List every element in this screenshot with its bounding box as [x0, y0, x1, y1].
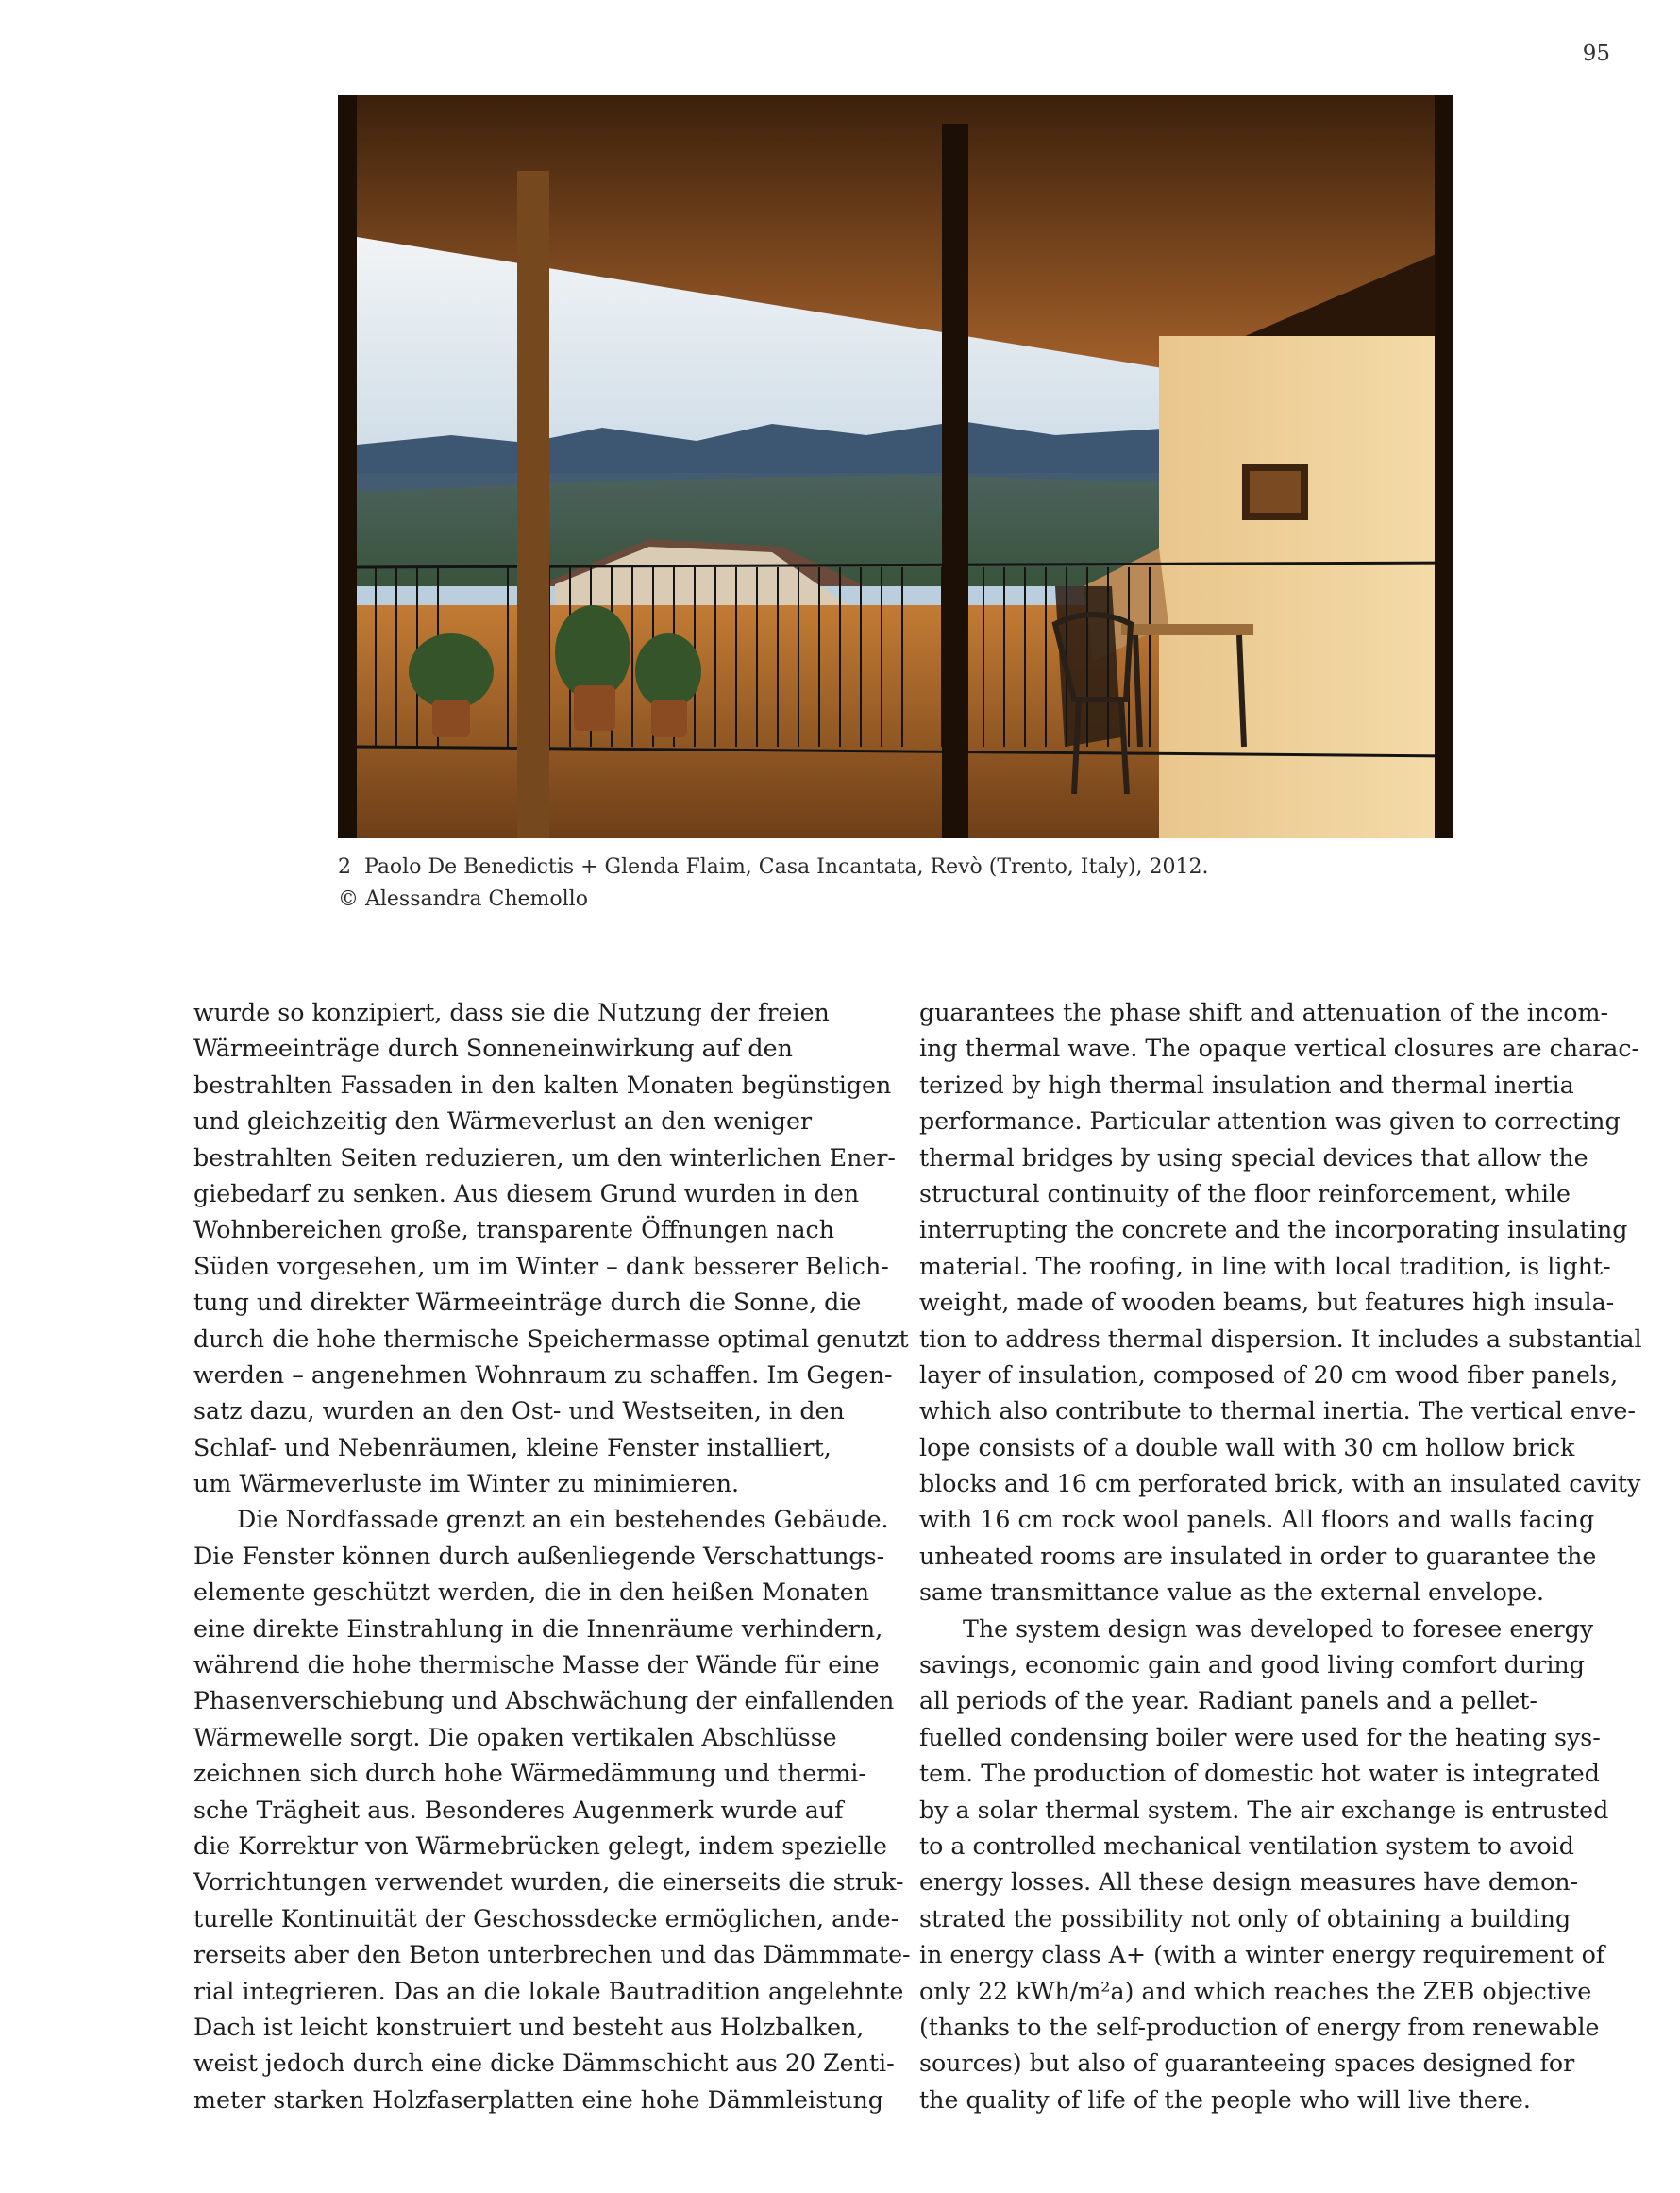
- column-right-english: [919, 995, 1642, 2118]
- page-number: 95: [1582, 42, 1610, 66]
- text-line: ing thermal wave. The opaque vertical closures are charac-: [919, 1035, 1640, 1063]
- text-line: Phasenverschiebung und Abschwächung der einfallenden: [193, 1687, 895, 1715]
- text-line: performance. Particular attention was given to correcting: [919, 1107, 1621, 1136]
- text-line: guarantees the phase shift and attenuation of the incom-: [919, 999, 1609, 1026]
- caption-line: [338, 852, 1470, 884]
- text-line: tung und direkter Wärmeeinträge durch die Sonne, die: [193, 1289, 862, 1317]
- column-left-german: [193, 995, 911, 2118]
- text-line: zeichnen sich durch hohe Wärmedämmung und thermi-: [193, 1760, 866, 1788]
- text-line: um Wärmeverluste im Winter zu minimieren.: [193, 1470, 740, 1498]
- text-line: Wärmeeinträge durch Sonneneinwirkung auf den: [193, 1035, 793, 1063]
- text-line: Die Nordfassade grenzt an ein bestehendes Gebäude.: [237, 1506, 889, 1534]
- text-line: rerseits aber den Beton unterbrechen und das Dämmmate-: [193, 1941, 911, 1969]
- text-line: savings, economic gain and good living comfort during: [919, 1651, 1585, 1679]
- text-line: by a solar thermal system. The air exchange is entrusted: [919, 1796, 1609, 1824]
- text-line: turelle Kontinuität der Geschossdecke ermöglichen, ande-: [193, 1904, 899, 1932]
- text-line: weight, made of wooden beams, but features high insula-: [919, 1289, 1615, 1317]
- text-line: giebedarf zu senken. Aus diesem Grund wurden in den: [193, 1179, 860, 1207]
- text-line: durch die hohe thermische Speichermasse optimal genutzt: [193, 1324, 909, 1353]
- text-line: unheated rooms are insulated in order to guarantee the: [919, 1542, 1597, 1570]
- text-line: Süden vorgesehen, um im Winter – dank besserer Belich-: [193, 1252, 889, 1280]
- text-line: die Korrektur von Wärmebrücken gelegt, indem spezielle: [193, 1831, 887, 1860]
- text-line: lope consists of a double wall with 30 cm hollow brick: [919, 1433, 1575, 1461]
- text-line: während die hohe thermische Masse der Wände für eine: [193, 1651, 880, 1679]
- text-line: blocks and 16 cm perforated brick, with an insulated cavity: [919, 1470, 1641, 1498]
- text-line: same transmittance value as the external envelope.: [919, 1578, 1545, 1607]
- text-line: fuelled condensing boiler were used for the heating sys-: [919, 1723, 1601, 1751]
- text-line: which also contribute to thermal inertia. The vertical enve-: [919, 1397, 1636, 1425]
- text-line: all periods of the year. Radiant panels and a pellet-: [919, 1687, 1537, 1715]
- figure-caption: [338, 852, 1470, 916]
- text-line: werden – angenehmen Wohnraum zu schaffen. Im Gegen-: [193, 1360, 893, 1389]
- text-line: The system design was developed to foresee energy: [963, 1614, 1594, 1643]
- text-line: meter starken Holzfaserplatten eine hohe Dämmleistung: [193, 2085, 883, 2114]
- text-line: und gleichzeitig den Wärmeverlust an den weniger: [193, 1107, 813, 1136]
- text-line: terized by high thermal insulation and thermal inertia: [919, 1071, 1574, 1099]
- text-line: only 22 kWh/m²a) and which reaches the ZEB objective: [919, 1977, 1592, 2005]
- balcony-photo-image: [338, 95, 1453, 838]
- text-line: structural continuity of the floor reinforcement, while: [919, 1179, 1571, 1207]
- text-line: Vorrichtungen verwendet wurden, die einerseits die struk-: [193, 1868, 904, 1897]
- text-line: Wärmewelle sorgt. Die opaken vertikalen Abschlüsse: [193, 1723, 837, 1751]
- figure-photo: [338, 95, 1453, 838]
- text-line: interrupting the concrete and the incorporating insulating: [919, 1216, 1628, 1244]
- text-line: energy losses. All these design measures have demon-: [919, 1868, 1579, 1897]
- text-line: thermal bridges by using special devices that allow the: [919, 1143, 1588, 1172]
- text-line: wurde so konzipiert, dass sie die Nutzung der freien: [193, 999, 830, 1026]
- text-line: tem. The production of domestic hot water is integrated: [919, 1760, 1600, 1788]
- text-line: sche Trägheit aus. Besonderes Augenmerk wurde auf: [193, 1796, 844, 1824]
- photo-credit: © Alessandra Chemollo: [338, 887, 588, 911]
- text-line: material. The roofing, in line with local tradition, is light-: [919, 1252, 1611, 1280]
- text-line: bestrahlten Seiten reduzieren, um den winterlichen Ener-: [193, 1143, 896, 1172]
- caption-text: Paolo De Benedictis + Glenda Flaim, Casa Incantata, Revò (Trento, Italy), 2012.: [364, 855, 1209, 879]
- text-line: (thanks to the self-production of energy from renewable: [919, 2013, 1600, 2041]
- text-line: the quality of life of the people who will live there.: [919, 2085, 1531, 2114]
- text-line: Wohnbereichen große, transparente Öffnungen nach: [193, 1216, 834, 1244]
- text-line: weist jedoch durch eine dicke Dämmschicht aus 20 Zenti-: [193, 2050, 895, 2078]
- text-line: strated the possibility not only of obtaining a building: [919, 1904, 1571, 1932]
- text-line: in energy class A+ (with a winter energy requirement of: [919, 1941, 1605, 1969]
- text-line: Schlaf- und Nebenräumen, kleine Fenster installiert,: [193, 1433, 832, 1461]
- text-line: sources) but also of guaranteeing spaces designed for: [919, 2050, 1575, 2078]
- text-line: tion to address thermal dispersion. It includes a substantial: [919, 1324, 1642, 1353]
- text-line: satz dazu, wurden an den Ost- und Westseiten, in den: [193, 1397, 845, 1425]
- text-line: eine direkte Einstrahlung in die Innenräume verhindern,: [193, 1614, 883, 1643]
- text-line: with 16 cm rock wool panels. All floors and walls facing: [919, 1506, 1595, 1534]
- text-line: Die Fenster können durch außenliegende Verschattungs-: [193, 1542, 885, 1570]
- text-line: rial integrieren. Das an die lokale Bautradition angelehnte: [193, 1977, 904, 2005]
- text-line: to a controlled mechanical ventilation system to avoid: [919, 1831, 1574, 1860]
- text-line: bestrahlten Fassaden in den kalten Monaten begünstigen: [193, 1071, 892, 1099]
- figure-number: 2: [338, 855, 351, 879]
- text-line: Dach ist leicht konstruiert und besteht aus Holzbalken,: [193, 2013, 865, 2041]
- text-line: layer of insulation, composed of 20 cm wood fiber panels,: [919, 1360, 1619, 1389]
- text-line: elemente geschützt werden, die in den heißen Monaten: [193, 1578, 870, 1607]
